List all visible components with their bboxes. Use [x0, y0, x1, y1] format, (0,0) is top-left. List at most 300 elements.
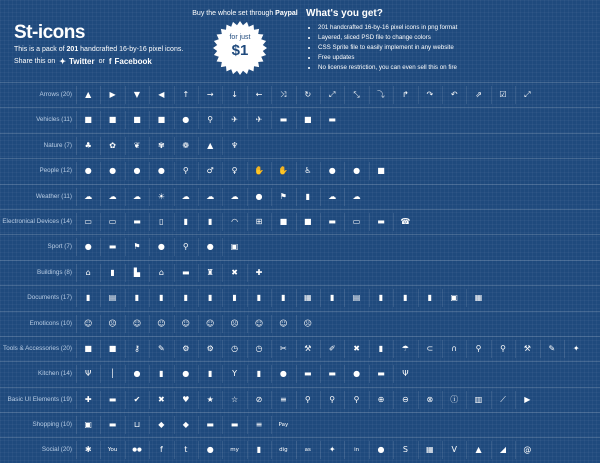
- doc-pdf-icon: ▮: [256, 293, 262, 303]
- icon-cell[interactable]: [515, 388, 539, 412]
- icon-cell[interactable]: [369, 210, 393, 234]
- icon-cell[interactable]: [296, 438, 320, 462]
- server-icon: ▬: [328, 216, 336, 226]
- icon-cell[interactable]: [198, 210, 222, 234]
- icon-cell[interactable]: [198, 261, 222, 285]
- resize-icon: ⤢: [524, 90, 531, 99]
- icon-cell[interactable]: [271, 438, 295, 462]
- icon-cell[interactable]: [174, 388, 198, 412]
- external-link-icon: ⇗: [475, 90, 482, 99]
- icon-cell[interactable]: [418, 337, 442, 361]
- category-row: [0, 437, 600, 462]
- share-twitter-label: Twitter: [68, 57, 95, 66]
- icon-cell[interactable]: [149, 438, 173, 462]
- icon-cell[interactable]: [247, 312, 271, 336]
- icon-cell[interactable]: [344, 362, 368, 386]
- icon-cell[interactable]: [320, 108, 344, 132]
- category-label: Weather (11): [35, 192, 72, 200]
- lastfm-icon: as: [304, 447, 311, 454]
- tag-icon: ◆: [158, 420, 165, 430]
- billiard-icon: ●: [206, 242, 214, 252]
- icon-cell[interactable]: [174, 159, 198, 183]
- factory-icon: ▙: [133, 267, 141, 277]
- facebook-icon: f: [108, 57, 112, 66]
- icon-cell[interactable]: [76, 312, 100, 336]
- hospital-icon: ✚: [255, 267, 263, 277]
- icon-cell[interactable]: [125, 261, 149, 285]
- flag-race-icon: ⚑: [133, 242, 141, 252]
- icon-cell[interactable]: [174, 312, 198, 336]
- key-icon: ⚷: [134, 343, 140, 353]
- flag-icon: ⚑: [279, 191, 287, 201]
- icon-cell[interactable]: [247, 210, 271, 234]
- icon-cell[interactable]: [174, 413, 198, 437]
- list-view-icon: ≡: [255, 420, 263, 430]
- pan-icon: ●: [279, 369, 287, 379]
- paw-icon: ❁: [182, 140, 190, 150]
- category-label: People (12): [39, 167, 72, 175]
- icon-cell[interactable]: [393, 210, 417, 234]
- icon-cell[interactable]: [76, 438, 100, 462]
- icon-cell[interactable]: [491, 388, 515, 412]
- category-row: [0, 311, 600, 336]
- paypal-icon: Pay: [278, 422, 289, 429]
- icon-cell[interactable]: [296, 312, 320, 336]
- icon-cell[interactable]: [76, 134, 100, 158]
- icon-cell[interactable]: [222, 312, 246, 336]
- icon-cell[interactable]: [247, 413, 271, 437]
- icon-cell[interactable]: [466, 337, 490, 361]
- thumbs-down-icon: ✋: [278, 166, 289, 176]
- icon-cell[interactable]: [296, 83, 320, 107]
- icon-cell[interactable]: [271, 286, 295, 310]
- doc-image-icon: ▮: [134, 293, 140, 303]
- sun-icon: ☀: [157, 191, 165, 201]
- desc-prefix: This is a pack of: [14, 46, 67, 53]
- seal-for-just: for just: [229, 34, 251, 41]
- icon-cell[interactable]: [247, 108, 271, 132]
- sad-icon: ☹: [108, 318, 117, 328]
- icon-count: 201: [66, 46, 79, 53]
- icon-cell[interactable]: [198, 438, 222, 462]
- users-icon: ●: [133, 166, 141, 176]
- icon-cell[interactable]: [149, 362, 173, 386]
- icon-cell[interactable]: [466, 286, 490, 310]
- icon-cell[interactable]: [296, 362, 320, 386]
- document-icon: ▮: [85, 293, 91, 303]
- icon-cell[interactable]: [174, 286, 198, 310]
- icon-cell[interactable]: [344, 83, 368, 107]
- icon-cell[interactable]: [418, 388, 442, 412]
- icon-cell[interactable]: [125, 210, 149, 234]
- icon-cell[interactable]: [564, 337, 588, 361]
- icon-cell[interactable]: [125, 83, 149, 107]
- icon-cell[interactable]: [369, 83, 393, 107]
- icon-cell[interactable]: [198, 388, 222, 412]
- cloud-wind-icon: ☁: [181, 191, 190, 201]
- icon-cell[interactable]: [418, 438, 442, 462]
- icon-cell[interactable]: [393, 362, 417, 386]
- share-facebook-link[interactable]: [109, 57, 152, 66]
- icon-cell[interactable]: [491, 337, 515, 361]
- icon-cell[interactable]: [247, 185, 271, 209]
- leaf-icon: ❦: [133, 140, 141, 150]
- twitter-icon: t: [184, 445, 188, 455]
- cool-icon: ☺: [279, 318, 288, 328]
- arrow-thin-left-icon: ←: [255, 90, 263, 99]
- icon-cell[interactable]: [198, 159, 222, 183]
- icon-cell[interactable]: [369, 438, 393, 462]
- page-title: St-icons: [14, 22, 85, 43]
- icon-cell[interactable]: [198, 83, 222, 107]
- icon-cell[interactable]: [125, 413, 149, 437]
- icon-cell[interactable]: [198, 362, 222, 386]
- icon-cell[interactable]: [393, 388, 417, 412]
- icon-cell[interactable]: [296, 185, 320, 209]
- icon-cell[interactable]: [222, 261, 246, 285]
- feature-item: • Free updates: [318, 53, 592, 63]
- icon-cell[interactable]: [344, 159, 368, 183]
- icon-cell[interactable]: [442, 337, 466, 361]
- share-bar: [14, 57, 152, 66]
- icon-cell[interactable]: [271, 362, 295, 386]
- icon-cell[interactable]: [76, 388, 100, 412]
- icon-cell[interactable]: [320, 438, 344, 462]
- icon-cell[interactable]: [344, 337, 368, 361]
- price-seal[interactable]: [212, 20, 268, 76]
- icon-cell[interactable]: [442, 83, 466, 107]
- category-label: Arrows (20): [39, 91, 72, 98]
- icon-cell[interactable]: [174, 362, 198, 386]
- icon-cell[interactable]: [418, 286, 442, 310]
- pack-description: [14, 46, 183, 53]
- icon-cell[interactable]: [271, 337, 295, 361]
- desc-suffix: handcrafted 16-by-16 pixel icons.: [78, 46, 184, 53]
- icon-cell[interactable]: [271, 312, 295, 336]
- minus-icon: ▬: [108, 394, 117, 404]
- icon-cell[interactable]: [222, 337, 246, 361]
- icon-cell[interactable]: [125, 185, 149, 209]
- icon-cell[interactable]: [296, 337, 320, 361]
- network-icon: ⊞: [255, 216, 263, 226]
- icon-cell[interactable]: [296, 210, 320, 234]
- icon-cell[interactable]: [100, 286, 124, 310]
- icon-cell[interactable]: [247, 83, 271, 107]
- icon-cell[interactable]: [198, 286, 222, 310]
- icon-cell[interactable]: [76, 108, 100, 132]
- icon-cell[interactable]: [149, 261, 173, 285]
- dice-icon: ▣: [230, 242, 239, 252]
- unlock-icon: ■: [108, 343, 117, 353]
- icon-cell[interactable]: [320, 159, 344, 183]
- icon-cell[interactable]: [222, 159, 246, 183]
- cactus-icon: ♆: [231, 140, 239, 150]
- icon-cell[interactable]: [222, 134, 246, 158]
- icon-cell[interactable]: [149, 83, 173, 107]
- icon-cell[interactable]: [76, 185, 100, 209]
- category-label: Documents (17): [27, 294, 72, 302]
- laugh-icon: ☺: [181, 318, 190, 328]
- icon-cell[interactable]: [247, 362, 271, 386]
- icon-cell[interactable]: [149, 134, 173, 158]
- icon-cell[interactable]: [344, 286, 368, 310]
- fuel-icon: ■: [304, 115, 312, 125]
- icon-cell[interactable]: [320, 388, 344, 412]
- icon-cell[interactable]: [149, 286, 173, 310]
- icon-cell[interactable]: [296, 286, 320, 310]
- icon-cell[interactable]: [369, 388, 393, 412]
- icon-cell[interactable]: [76, 337, 100, 361]
- icon-cell[interactable]: [198, 185, 222, 209]
- features-list: [306, 23, 592, 73]
- icon-cell[interactable]: [369, 362, 393, 386]
- icon-cell[interactable]: [466, 438, 490, 462]
- icon-cell[interactable]: [76, 235, 100, 259]
- share-or: or: [98, 58, 105, 65]
- map-pin-person-icon: ⚲: [182, 166, 189, 176]
- icon-cell[interactable]: [100, 235, 124, 259]
- icon-cell[interactable]: [76, 159, 100, 183]
- icon-cell[interactable]: [100, 134, 124, 158]
- icon-cell[interactable]: [222, 83, 246, 107]
- label-tag-icon: ◆: [182, 420, 189, 430]
- icon-cell[interactable]: [174, 185, 198, 209]
- icon-cell[interactable]: [515, 83, 539, 107]
- bus-icon: ■: [108, 115, 117, 125]
- icon-cell[interactable]: [125, 159, 149, 183]
- icon-cell[interactable]: [100, 312, 124, 336]
- icon-cell[interactable]: [344, 438, 368, 462]
- icon-cell[interactable]: [100, 159, 124, 183]
- icon-cell[interactable]: [247, 261, 271, 285]
- icon-cell[interactable]: [174, 134, 198, 158]
- icon-cell[interactable]: [100, 210, 124, 234]
- icon-cell[interactable]: [125, 286, 149, 310]
- van-icon: ▬: [328, 115, 336, 125]
- icon-cell[interactable]: [247, 337, 271, 361]
- share-twitter-link[interactable]: [59, 57, 94, 66]
- icon-cell[interactable]: [222, 185, 246, 209]
- train-icon: ■: [157, 115, 166, 125]
- ship-icon: ▬: [279, 115, 288, 125]
- icon-cell[interactable]: [222, 388, 246, 412]
- radio-icon: ▬: [377, 216, 385, 226]
- icon-cell[interactable]: [271, 388, 295, 412]
- icon-cell[interactable]: [174, 337, 198, 361]
- doc-edit-icon: ▮: [403, 293, 408, 303]
- icon-cell[interactable]: [344, 185, 368, 209]
- icon-cell[interactable]: [149, 337, 173, 361]
- icon-cell[interactable]: [76, 413, 100, 437]
- icon-cell[interactable]: [271, 108, 295, 132]
- close-icon: ✖: [158, 394, 165, 404]
- icon-cell[interactable]: [247, 388, 271, 412]
- feature-item: • Layered, sliced PSD file to change colors: [318, 33, 592, 43]
- icon-cell[interactable]: [271, 159, 295, 183]
- icon-cell[interactable]: [198, 337, 222, 361]
- icon-cell[interactable]: [247, 438, 271, 462]
- icon-cell[interactable]: [320, 210, 344, 234]
- icon-cell[interactable]: [320, 286, 344, 310]
- icon-cell[interactable]: [271, 413, 295, 437]
- icon-cell[interactable]: [174, 83, 198, 107]
- icon-cell[interactable]: [393, 286, 417, 310]
- category-row: [0, 285, 600, 310]
- icon-cell[interactable]: [174, 210, 198, 234]
- icon-cell[interactable]: [369, 286, 393, 310]
- shuffle-icon: ⤨: [280, 90, 287, 99]
- icon-cell[interactable]: [222, 235, 246, 259]
- doc-list-icon: ▤: [352, 293, 361, 303]
- icon-cell[interactable]: [125, 438, 149, 462]
- icon-cell[interactable]: [174, 261, 198, 285]
- curve-down-icon: ⤵: [376, 90, 385, 99]
- icon-cell[interactable]: [100, 337, 124, 361]
- icon-cell[interactable]: [393, 438, 417, 462]
- home-icon: ⌂: [85, 267, 91, 277]
- icon-cell[interactable]: [247, 286, 271, 310]
- doc-stack-icon: ▮: [427, 293, 432, 303]
- icon-cell[interactable]: [76, 286, 100, 310]
- icon-cell[interactable]: [100, 185, 124, 209]
- icon-cell[interactable]: [100, 388, 124, 412]
- icon-cell[interactable]: [149, 235, 173, 259]
- icon-cell[interactable]: [466, 388, 490, 412]
- icon-cell[interactable]: [174, 235, 198, 259]
- cog-icon: ⚙: [182, 343, 190, 353]
- icon-cell[interactable]: [125, 134, 149, 158]
- category-row: [0, 209, 600, 234]
- icon-cell[interactable]: [271, 83, 295, 107]
- category-row: [0, 133, 600, 158]
- icon-cell[interactable]: [100, 83, 124, 107]
- arrow-thin-up-icon: ↑: [182, 90, 190, 99]
- icon-cell[interactable]: [222, 108, 246, 132]
- icon-cell[interactable]: [222, 286, 246, 310]
- icon-cell[interactable]: [198, 413, 222, 437]
- monitor-icon: ▭: [84, 216, 92, 226]
- icon-cell[interactable]: [100, 362, 124, 386]
- icon-cell[interactable]: [149, 108, 173, 132]
- trash-icon: ▮: [378, 343, 384, 353]
- icon-cell[interactable]: [247, 159, 271, 183]
- icon-cell[interactable]: [491, 438, 515, 462]
- icon-cell[interactable]: [76, 210, 100, 234]
- icon-cell[interactable]: [271, 210, 295, 234]
- wallet-icon: ▬: [108, 420, 117, 430]
- icon-cell[interactable]: [125, 388, 149, 412]
- icon-cell[interactable]: [198, 235, 222, 259]
- icon-cell[interactable]: [515, 438, 539, 462]
- icon-cell[interactable]: [515, 337, 539, 361]
- icon-cell[interactable]: [296, 388, 320, 412]
- icon-cell[interactable]: [442, 438, 466, 462]
- icon-cell[interactable]: [149, 159, 173, 183]
- icon-cell[interactable]: [100, 413, 124, 437]
- icon-cell[interactable]: [76, 261, 100, 285]
- female-icon: ♀: [231, 166, 238, 176]
- icon-cell[interactable]: [320, 83, 344, 107]
- icon-cell[interactable]: [320, 362, 344, 386]
- icon-cell[interactable]: [344, 210, 368, 234]
- icon-cell[interactable]: [491, 83, 515, 107]
- icon-cell[interactable]: [418, 83, 442, 107]
- icon-cell[interactable]: [198, 108, 222, 132]
- icon-cell[interactable]: [393, 83, 417, 107]
- arrow-up-icon: ▲: [85, 90, 92, 99]
- android-icon: ▲: [475, 445, 482, 455]
- icon-cell[interactable]: [442, 286, 466, 310]
- doc-music-icon: ▮: [183, 293, 188, 303]
- mountain-icon: ▲: [207, 140, 214, 150]
- icon-cell[interactable]: [174, 108, 198, 132]
- icon-cell[interactable]: [222, 438, 246, 462]
- icon-cell[interactable]: [125, 235, 149, 259]
- globe-icon: ●: [255, 191, 263, 201]
- icon-cell[interactable]: [198, 134, 222, 158]
- icon-cell[interactable]: [149, 413, 173, 437]
- features-panel: [306, 8, 592, 73]
- hammer-icon: ⚒: [523, 343, 531, 353]
- icon-cell[interactable]: [174, 438, 198, 462]
- icon-cell[interactable]: [76, 362, 100, 386]
- icon-cell[interactable]: [149, 388, 173, 412]
- icon-cell[interactable]: [393, 337, 417, 361]
- icon-cell[interactable]: [320, 185, 344, 209]
- icon-cell[interactable]: [149, 312, 173, 336]
- icon-cell[interactable]: [198, 312, 222, 336]
- icon-cell[interactable]: [540, 337, 564, 361]
- icon-cell[interactable]: [100, 108, 124, 132]
- icon-cell[interactable]: [149, 210, 173, 234]
- icon-cell[interactable]: [76, 83, 100, 107]
- arrow-left-icon: ◀: [158, 90, 165, 99]
- icon-cell[interactable]: [222, 413, 246, 437]
- icon-cell[interactable]: [369, 337, 393, 361]
- bank-icon: ⌂: [158, 267, 164, 277]
- icon-cell[interactable]: [222, 362, 246, 386]
- icon-cell[interactable]: [271, 185, 295, 209]
- doc-lines-icon: ▤: [108, 293, 117, 303]
- icon-cell[interactable]: [320, 337, 344, 361]
- cloud-up-icon: ☁: [108, 191, 117, 201]
- icon-cell[interactable]: [100, 438, 124, 462]
- tennis-icon: ⚲: [182, 242, 189, 252]
- cry-icon: ☹: [303, 318, 312, 328]
- tablet-icon: ▯: [159, 216, 164, 226]
- category-label: Tools & Accessories (20): [3, 344, 72, 352]
- paperclip-icon: ⊂: [426, 343, 434, 353]
- icon-cell[interactable]: [125, 108, 149, 132]
- brand: [14, 22, 183, 53]
- icon-cell[interactable]: [222, 210, 246, 234]
- group-icon: ●: [109, 166, 117, 176]
- icon-cell[interactable]: [369, 159, 393, 183]
- icon-cell[interactable]: [466, 83, 490, 107]
- icon-cell[interactable]: [344, 388, 368, 412]
- icon-cell[interactable]: [125, 312, 149, 336]
- headphones-icon: ◠: [231, 216, 239, 226]
- icon-cell[interactable]: [125, 362, 149, 386]
- icon-cell[interactable]: [442, 388, 466, 412]
- icon-cell[interactable]: [149, 185, 173, 209]
- icon-cell[interactable]: [296, 108, 320, 132]
- icon-cell[interactable]: [100, 261, 124, 285]
- icon-cell[interactable]: [296, 159, 320, 183]
- bar-chart-icon: ▥: [474, 394, 483, 404]
- icon-cell[interactable]: [125, 337, 149, 361]
- paypal-link[interactable]: Paypal: [275, 10, 298, 17]
